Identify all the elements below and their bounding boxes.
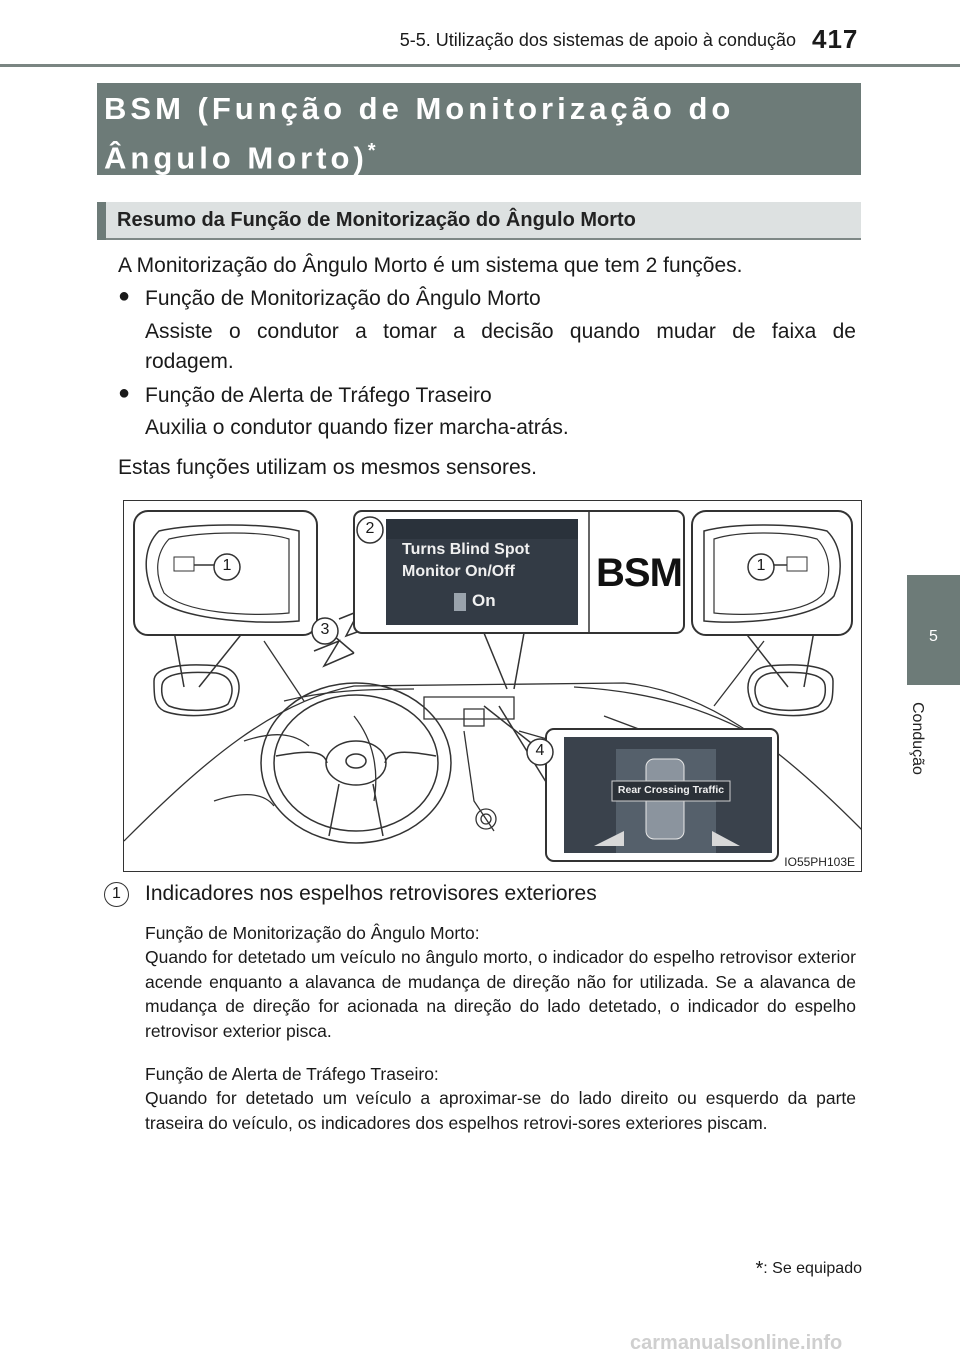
page-title-text: BSM (Função de Monitorização do Ângulo Morto) bbox=[104, 91, 735, 176]
sensors-note: Estas funções utilizam os mesmos sensores. bbox=[118, 456, 537, 479]
bullet-1-text-line1: Assiste o condutor a tomar a decisão quando mudar de faixa de bbox=[145, 320, 856, 343]
chapter-tab-label bbox=[908, 690, 958, 800]
footnote-text: : Se equipado bbox=[763, 1260, 862, 1277]
bullet-2-title: Função de Alerta de Tráfego Traseiro bbox=[145, 384, 492, 407]
callout-3: 3 bbox=[320, 621, 330, 638]
item-1-para-1-heading: Função de Monitorização do Ângulo Morto: bbox=[145, 923, 480, 943]
item-1-para-2-text: Quando for detetado um veículo a aproximar-se do lado direito ou esquerdo da parte traseira do veículo, os indicadores dos espelhos retrovi-sores exteriores piscam. bbox=[145, 1088, 856, 1133]
subheading-accent bbox=[97, 202, 106, 240]
callout-1-right: 1 bbox=[756, 557, 766, 574]
item-1-para-2-heading: Função de Alerta de Tráfego Traseiro: bbox=[145, 1064, 439, 1084]
display-line-2: Monitor On/Off bbox=[402, 563, 515, 580]
bullet-1-text-line2: rodagem. bbox=[145, 350, 234, 373]
running-header-section: 5-5. Utilização dos sistemas de apoio à condução bbox=[399, 30, 796, 50]
bullet-1-title: Função de Monitorização do Ângulo Morto bbox=[145, 287, 541, 310]
item-1-number: 1 bbox=[104, 882, 129, 907]
callout-1-left: 1 bbox=[222, 557, 232, 574]
display-state: On bbox=[472, 591, 496, 610]
watermark: carmanualsonline.info bbox=[630, 1332, 843, 1354]
bsm-figure bbox=[123, 500, 862, 872]
rear-crossing-traffic-label: Rear Crossing Traffic bbox=[617, 784, 725, 796]
subheading: Resumo da Função de Monitorização do Ângulo Morto bbox=[117, 209, 636, 231]
footnote-asterisk: * bbox=[755, 1258, 764, 1280]
bsm-switch-label: BSM bbox=[596, 551, 682, 595]
equipment-asterisk: * bbox=[367, 140, 376, 162]
bullet-glyph: ● bbox=[118, 285, 131, 307]
page-number: 417 bbox=[812, 24, 859, 54]
footnote bbox=[740, 1258, 862, 1281]
chapter-tab-number: 5 bbox=[929, 628, 938, 645]
intro-paragraph: A Monitorização do Ângulo Morto é um sistema que tem 2 funções. bbox=[118, 254, 743, 277]
bullet-2-text: Auxilia o condutor quando fizer marcha-atrás. bbox=[145, 416, 569, 439]
figure-code: IO55PH103E bbox=[784, 855, 855, 869]
bullet-glyph: ● bbox=[118, 382, 131, 404]
page-title bbox=[104, 88, 844, 179]
callout-2: 2 bbox=[365, 520, 375, 537]
chapter-tab-label-text: Condução bbox=[909, 702, 926, 775]
callout-4: 4 bbox=[535, 742, 545, 759]
item-1-title: Indicadores nos espelhos retrovisores exteriores bbox=[145, 882, 597, 905]
display-line-1: Turns Blind Spot bbox=[402, 541, 530, 558]
header-divider bbox=[0, 64, 960, 67]
item-1-para-1-text: Quando for detetado um veículo no ângulo morto, o indicador do espelho retrovisor exterior acende enquanto a alavanca de mudança de direção não for utilizada. Se a alavanca de mudança de direção for acionada na direção do lado detetado, o indicador do espelho retrovisor exterior pisca. bbox=[145, 947, 856, 1041]
